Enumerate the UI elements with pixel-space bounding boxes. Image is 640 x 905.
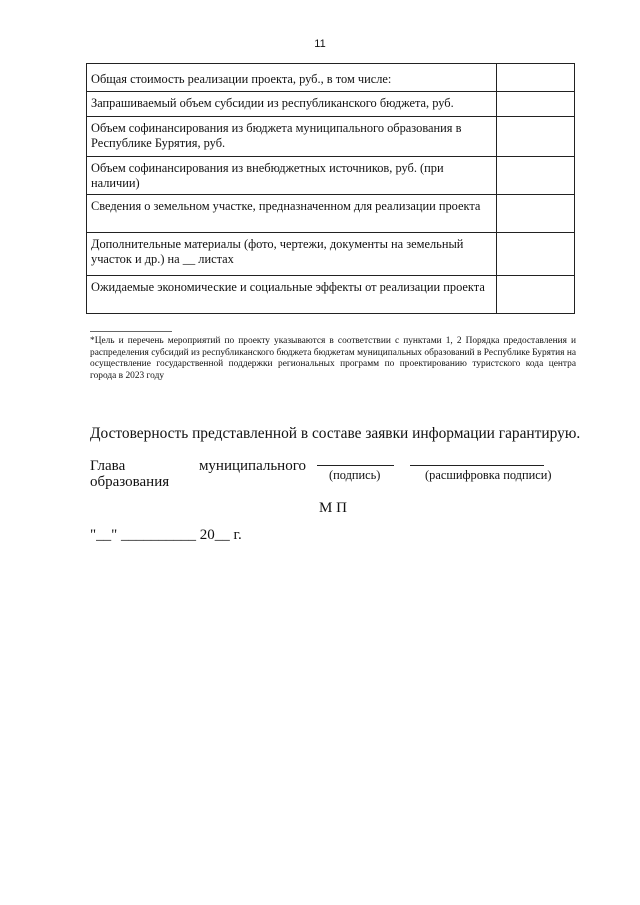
table-row [87,64,575,92]
row-label: Сведения о земельном участке, предназначенном для реализации проекта [87,195,497,233]
signatory-title-word1: Глава [90,458,126,474]
row-value-cell[interactable] [496,233,574,276]
page-number: 11 [314,38,326,50]
table-row [87,195,575,233]
decoding-caption: (расшифровка подписи) [425,468,552,482]
signatory-title-word2: муниципального [198,458,306,474]
table-row [87,233,575,276]
row-value-cell[interactable] [496,157,574,195]
footnote: *Цель и перечень мероприятий по проекту указываются в соответствии с пунктами 1, 2 Порядка предоставления и распределения субсидий из республиканского бюджета бюджетам муниципальных образований в Республике Бурятия на осуществление государственной поддержки региональных программ по проектированию туристского кода центра города в 2023 году [90,336,576,381]
row-label: Ожидаемые экономические и социальные эффекты от реализации проекта [87,276,497,314]
table-row [87,157,575,195]
signature-caption: (подпись) [329,468,381,482]
project-info-table [86,63,575,314]
row-value-cell[interactable] [496,92,574,117]
table-row [87,276,575,314]
table-row [87,92,575,117]
row-value-cell[interactable] [496,117,574,157]
row-label: Объем софинансирования из внебюджетных источников, руб. (при наличии) [87,157,497,195]
signatory-title-line2: образования [90,474,170,490]
row-label: Общая стоимость реализации проекта, руб., в том числе: [87,64,497,92]
signature-line [317,465,394,466]
row-label: Дополнительные материалы (фото, чертежи, документы на земельный участок и др.) на __ листах [87,233,497,276]
row-label: Запрашиваемый объем субсидии из республиканского бюджета, руб. [87,92,497,117]
row-value-cell[interactable] [496,195,574,233]
guarantee-statement: Достоверность представленной в составе заявки информации гарантирую. [90,425,581,442]
row-value-cell[interactable] [496,276,574,314]
footnote-divider [90,331,172,332]
decoding-line [410,465,544,466]
row-value-cell[interactable] [496,64,574,92]
date-line: "__" __________ 20__ г. [90,527,242,543]
row-label: Объем софинансирования из бюджета муниципального образования в Республике Бурятия, руб. [87,117,497,157]
table-row [87,117,575,157]
stamp-place-label: М П [319,500,347,516]
